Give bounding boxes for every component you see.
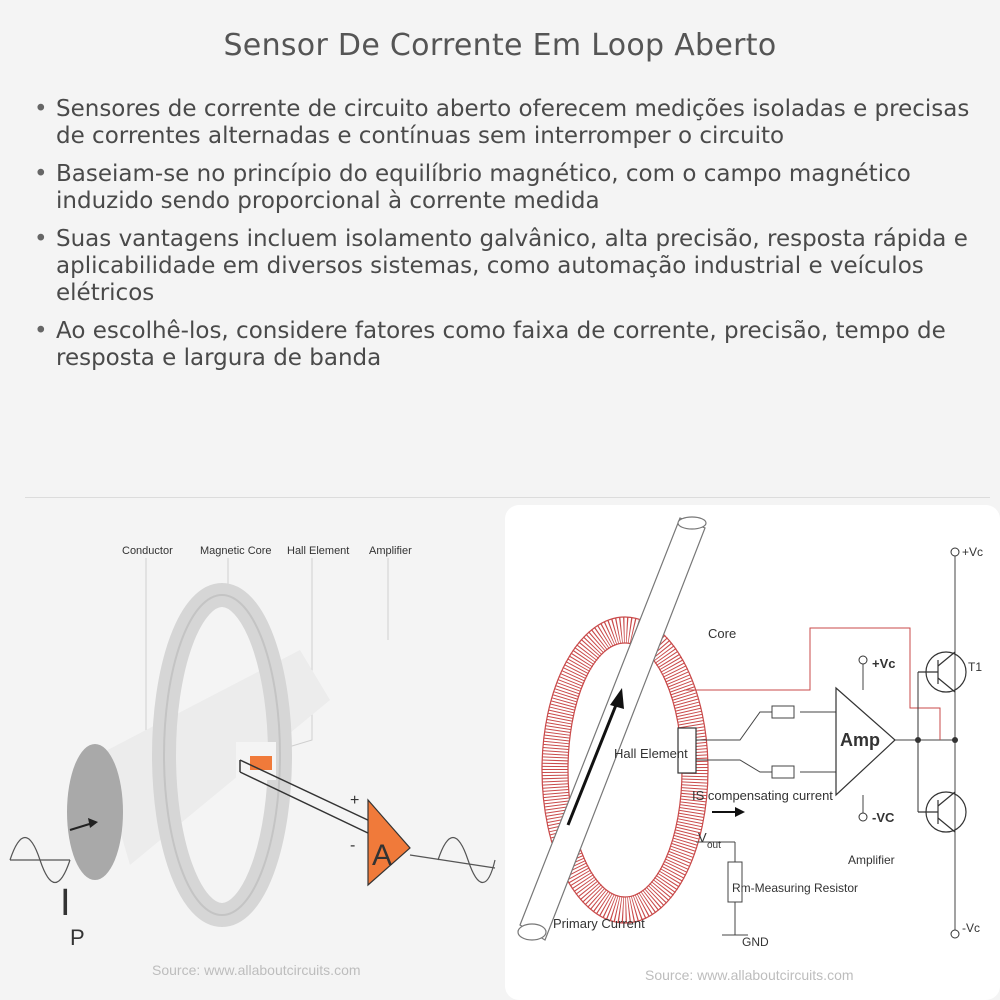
label-plus-vc: +Vc — [962, 545, 984, 559]
resistor-bottom — [772, 766, 794, 778]
current-symbol: I — [60, 882, 71, 924]
label-minus-vc: -Vc — [962, 921, 980, 935]
minus-sign: - — [350, 837, 356, 854]
page-title: Sensor De Corrente Em Loop Aberto — [223, 28, 777, 63]
ac-wave-left — [10, 838, 70, 883]
label-hall-element: Hall Element — [287, 545, 350, 557]
open-loop-sensor-diagram — [0, 505, 500, 1000]
conductor-end — [67, 744, 123, 880]
label-plus-vc-amp: +Vc — [872, 656, 896, 671]
label-vout: V — [698, 830, 707, 845]
label-is-compensating: IS compensating current — [692, 788, 833, 803]
label-amp: Amp — [840, 730, 880, 750]
bullet-item: • Sensores de corrente de circuito aberto oferecem medições isoladas e precisas de correntes alternadas e contínuas sem interromper o circuito — [30, 96, 980, 150]
label-amplifier: Amplifier — [848, 853, 895, 867]
amp-letter: A — [372, 839, 393, 872]
label-gnd: GND — [742, 935, 769, 949]
label-conductor: Conductor — [122, 545, 173, 557]
bullet-item: • Ao escolhê-los, considere fatores como faixa de corrente, precisão, tempo de resposta e largura de banda — [30, 318, 980, 372]
bullet-item: • Baseiam-se no princípio do equilíbrio magnético, com o campo magnético induzido sendo proporcional à corrente medida — [30, 161, 980, 215]
bullet-list — [30, 96, 980, 383]
label-magnetic-core: Magnetic Core — [200, 545, 272, 557]
hall-element — [250, 756, 272, 770]
label-rm: Rm-Measuring Resistor — [732, 881, 859, 895]
label-primary-current: Primary Current — [553, 916, 645, 931]
label-vout-sub: out — [707, 840, 721, 851]
ac-wave-right — [410, 838, 495, 883]
label-amplifier: Amplifier — [369, 545, 412, 557]
label-minus-vc-amp: -VC — [872, 810, 895, 825]
plus-sign: + — [350, 792, 360, 809]
label-core: Core — [708, 626, 737, 641]
label-t1: T1 — [968, 660, 983, 674]
label-hall-element: Hall Element — [614, 746, 688, 761]
section-divider — [25, 497, 990, 498]
resistor-top — [772, 706, 794, 718]
current-subscript: P — [70, 925, 85, 950]
source-credit: Source: www.allaboutcircuits.com — [152, 962, 361, 978]
bullet-item: • Suas vantagens incluem isolamento galvânico, alta precisão, resposta rápida e aplicabilidade em diversos sistemas, como automação industrial e veículos elétricos — [30, 226, 980, 307]
source-credit: Source: www.allaboutcircuits.com — [645, 967, 854, 983]
conductor-body — [98, 650, 330, 865]
closed-loop-circuit-diagram — [505, 505, 1000, 1000]
